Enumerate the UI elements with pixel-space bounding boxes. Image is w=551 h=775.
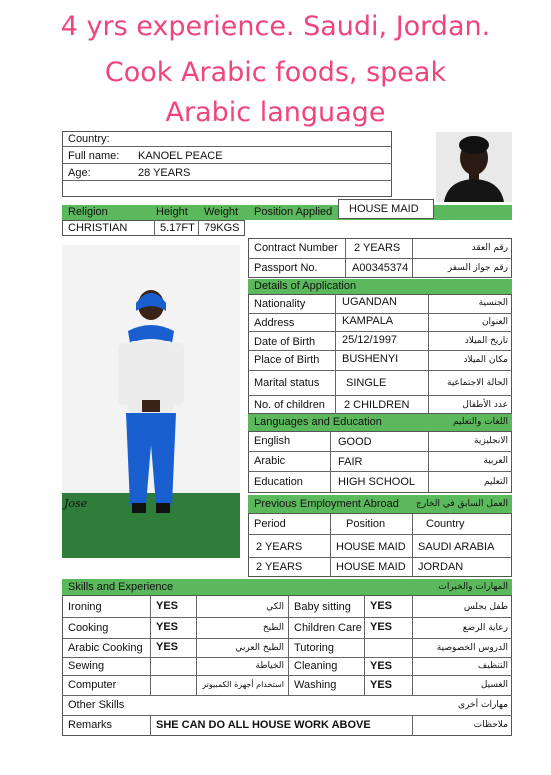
headshot-photo (436, 132, 512, 202)
employment-col-period: Period (254, 518, 286, 530)
employment-row-2-period: 2 YEARS (256, 561, 303, 573)
dob-label: Date of Birth (254, 336, 316, 348)
passport-value: A00345374 (352, 262, 409, 274)
skill-ironing-arabic: الكي (266, 602, 284, 612)
skill-tutoring-label: Tutoring (294, 642, 334, 654)
fullname-label: Full name: (68, 150, 120, 162)
details-header: Details of Application (254, 280, 357, 292)
skill-cleaning-arabic: التنظيف (477, 661, 508, 671)
employment-row-1-country: SAUDI ARABIA (418, 541, 495, 553)
weight-header: Weight (204, 206, 239, 218)
skill-computer-arabic: استخدام أجهزة الكمبيوتر (202, 680, 284, 689)
arabic-value: FAIR (338, 456, 363, 468)
pob-label: Place of Birth (254, 354, 320, 366)
skill-cleaning-value: YES (370, 660, 393, 672)
full-body-photo (62, 245, 240, 558)
skill-childcare-value: YES (370, 621, 393, 633)
education-arabic: التعليم (484, 477, 508, 487)
marital-label: Marital status (254, 377, 320, 389)
pob-arabic: مكان الميلاد (463, 355, 508, 365)
employment-row-2-country: JORDAN (418, 561, 464, 573)
nationality-arabic: الجنسية (478, 298, 508, 308)
employment-row-1-position: HOUSE MAID (336, 541, 406, 553)
religion-value: CHRISTIAN (68, 222, 128, 234)
employment-row-1-period: 2 YEARS (256, 541, 303, 553)
skill-computer-label: Computer (68, 679, 117, 691)
headline-line-3: Arabic language (165, 97, 386, 128)
position-applied-header: Position Applied (254, 206, 333, 218)
address-arabic: العنوان (481, 317, 508, 327)
fullname-value: KANOEL PEACE (138, 150, 223, 162)
skill-washing-arabic: الغسيل (480, 680, 508, 690)
height-header: Height (156, 206, 188, 218)
headline-line-2: Cook Arabic foods, speak (104, 57, 447, 88)
languages-header: Languages and Education (254, 416, 382, 428)
english-value: GOOD (338, 436, 372, 448)
skill-arabic-cooking-value: YES (156, 641, 179, 653)
employment-col-position: Position (346, 518, 386, 530)
dob-arabic: تاريخ الميلاد (464, 336, 508, 346)
address-value: KAMPALA (342, 315, 394, 327)
english-label: English (254, 435, 291, 447)
passport-arabic: رقم جواز السفر (447, 263, 508, 273)
headline-line-1: 4 yrs experience. Saudi, Jordan. (60, 11, 491, 42)
remarks-label: Remarks (68, 719, 113, 731)
pob-value: BUSHENYI (342, 353, 399, 365)
position-applied-value: HOUSE MAID (338, 199, 434, 219)
age-value: 28 YEARS (138, 167, 191, 179)
marital-value: SINGLE (346, 377, 387, 389)
children-value: 2 CHILDREN (344, 399, 410, 411)
address-label: Address (254, 317, 295, 329)
country-label: Country: (68, 133, 110, 145)
skill-sewing-label: Sewing (68, 660, 105, 672)
skill-babysitting-arabic: طفل يجلس (463, 602, 508, 612)
skill-ironing-value: YES (156, 600, 179, 612)
skill-cooking-arabic: الطبخ (262, 623, 284, 633)
employment-col-country: Country (426, 518, 465, 530)
skill-tutoring-arabic: الدروس الخصوصية (436, 643, 508, 653)
other-skills-label: Other Skills (68, 699, 125, 711)
nationality-label: Nationality (254, 298, 306, 310)
remarks-value: SHE CAN DO ALL HOUSE WORK ABOVE (156, 719, 371, 731)
contract-number-arabic: رقم العقد (471, 243, 508, 253)
skill-arabic-cooking-arabic: الطبخ العربي (235, 643, 284, 653)
marital-arabic: الحالة الاجتماعية (447, 378, 508, 388)
photo-caption: Jose (64, 497, 88, 510)
skills-header-arabic: المهارات والخبرات (438, 582, 508, 592)
dob-value: 25/12/1997 (342, 334, 398, 346)
arabic-arabic: العربية (483, 456, 508, 466)
height-value: 5.17FT (160, 222, 195, 234)
employment-row-2-position: HOUSE MAID (336, 561, 406, 573)
remarks-arabic: ملاحظات (473, 720, 508, 730)
skill-cleaning-label: Cleaning (294, 660, 338, 672)
languages-header-arabic: اللغات والتعليم (453, 417, 508, 427)
children-label: No. of children (254, 399, 325, 411)
employment-header-arabic: العمل السابق في الخارج (416, 499, 508, 509)
passport-label: Passport No. (254, 262, 318, 274)
skill-cooking-value: YES (156, 621, 179, 633)
skills-header: Skills and Experience (68, 581, 174, 593)
skill-ironing-label: Ironing (68, 601, 102, 613)
nationality-value: UGANDAN (342, 296, 398, 308)
contract-number-value: 2 YEARS (354, 242, 401, 254)
skill-cooking-label: Cooking (68, 622, 109, 634)
skill-washing-label: Washing (294, 679, 337, 691)
english-arabic: الانجليزية (474, 436, 508, 446)
education-label: Education (254, 476, 303, 488)
religion-header: Religion (68, 206, 108, 218)
weight-value: 79KGS (204, 222, 240, 234)
skill-babysitting-label: Baby sitting (294, 601, 351, 613)
arabic-label: Arabic (254, 455, 286, 467)
other-skills-arabic: مهارات أخرى (458, 700, 508, 710)
skill-washing-value: YES (370, 679, 393, 691)
skill-babysitting-value: YES (370, 600, 393, 612)
skill-arabic-cooking-label: Arabic Cooking (68, 642, 143, 654)
employment-header: Previous Employment Abroad (254, 498, 399, 510)
children-arabic: عدد الأطفال (462, 400, 508, 410)
contract-number-label: Contract Number (254, 242, 338, 254)
age-label: Age: (68, 167, 91, 179)
skill-childcare-arabic: رعاية الرضع (462, 623, 508, 633)
education-value: HIGH SCHOOL (338, 476, 416, 488)
skill-sewing-arabic: الخياطة (255, 661, 284, 671)
skill-childcare-label: Children Care (294, 622, 362, 634)
